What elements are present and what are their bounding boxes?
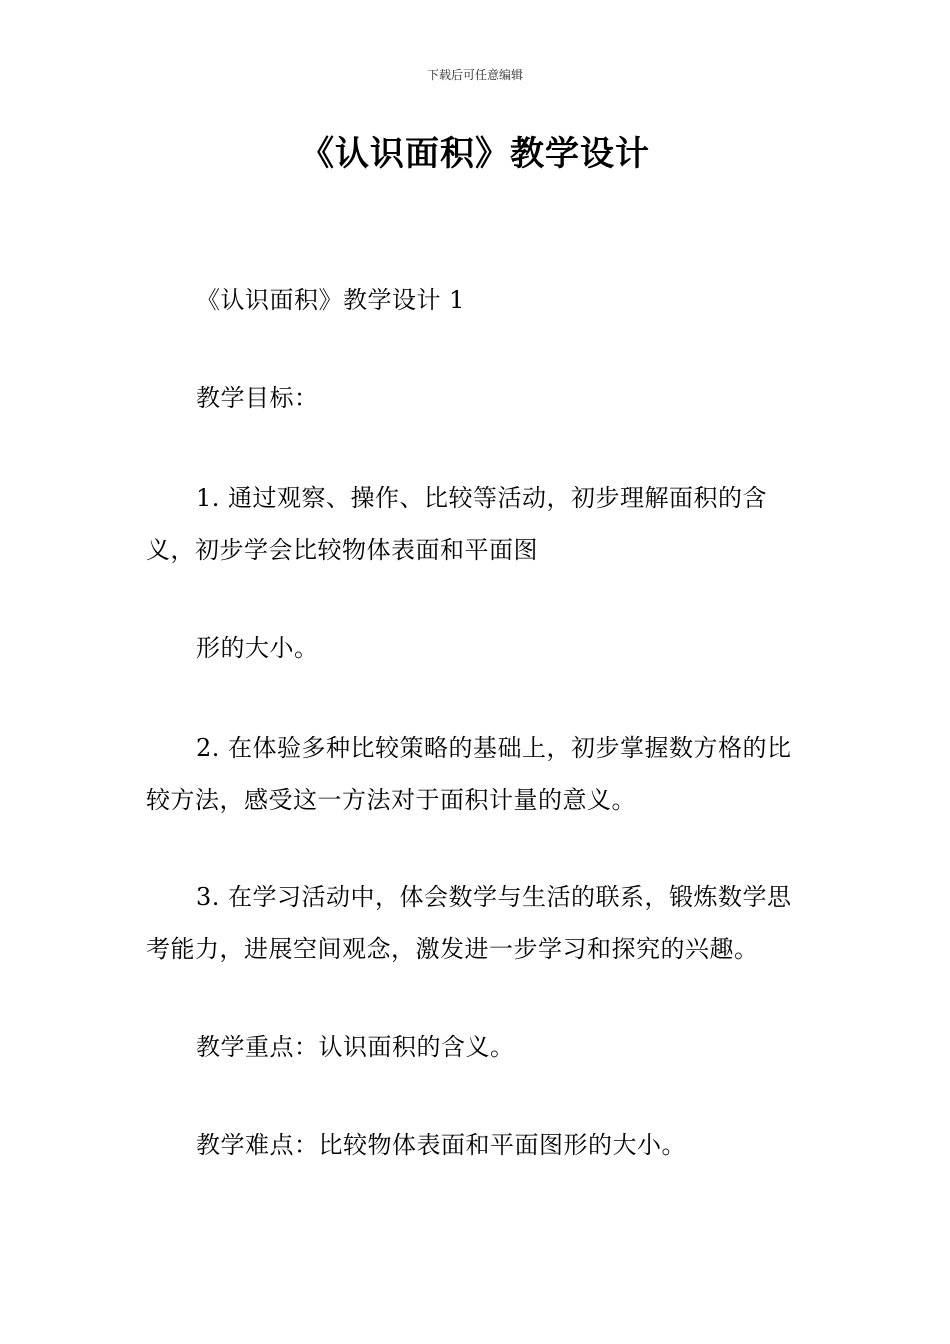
objective-3: 3. 在学习活动中，体会数学与生活的联系，锻炼数学思考能力，进展空间观念，激发进一步学习和探究的兴趣。 <box>146 883 792 963</box>
difficult-point: 教学难点：比较物体表面和平面图形的大小。 <box>196 1131 686 1159</box>
objective-2: 2. 在体验多种比较策略的基础上，初步掌握数方格的比较方法，感受这一方法对于面积计量的意义。 <box>146 734 792 814</box>
objectives-heading: 教学目标： <box>196 384 319 412</box>
document-title: 《认识面积》教学设计 <box>300 134 650 174</box>
key-point: 教学重点：认识面积的含义。 <box>196 1033 515 1061</box>
subtitle-paragraph: 《认识面积》教学设计 1 <box>196 286 465 314</box>
header-note: 下载后可任意编辑 <box>426 68 523 82</box>
objective-1-continued: 形的大小。 <box>196 634 319 662</box>
objective-1: 1. 通过观察、操作、比较等活动，初步理解面积的含义，初步学会比较物体表面和平面图 <box>146 484 768 564</box>
